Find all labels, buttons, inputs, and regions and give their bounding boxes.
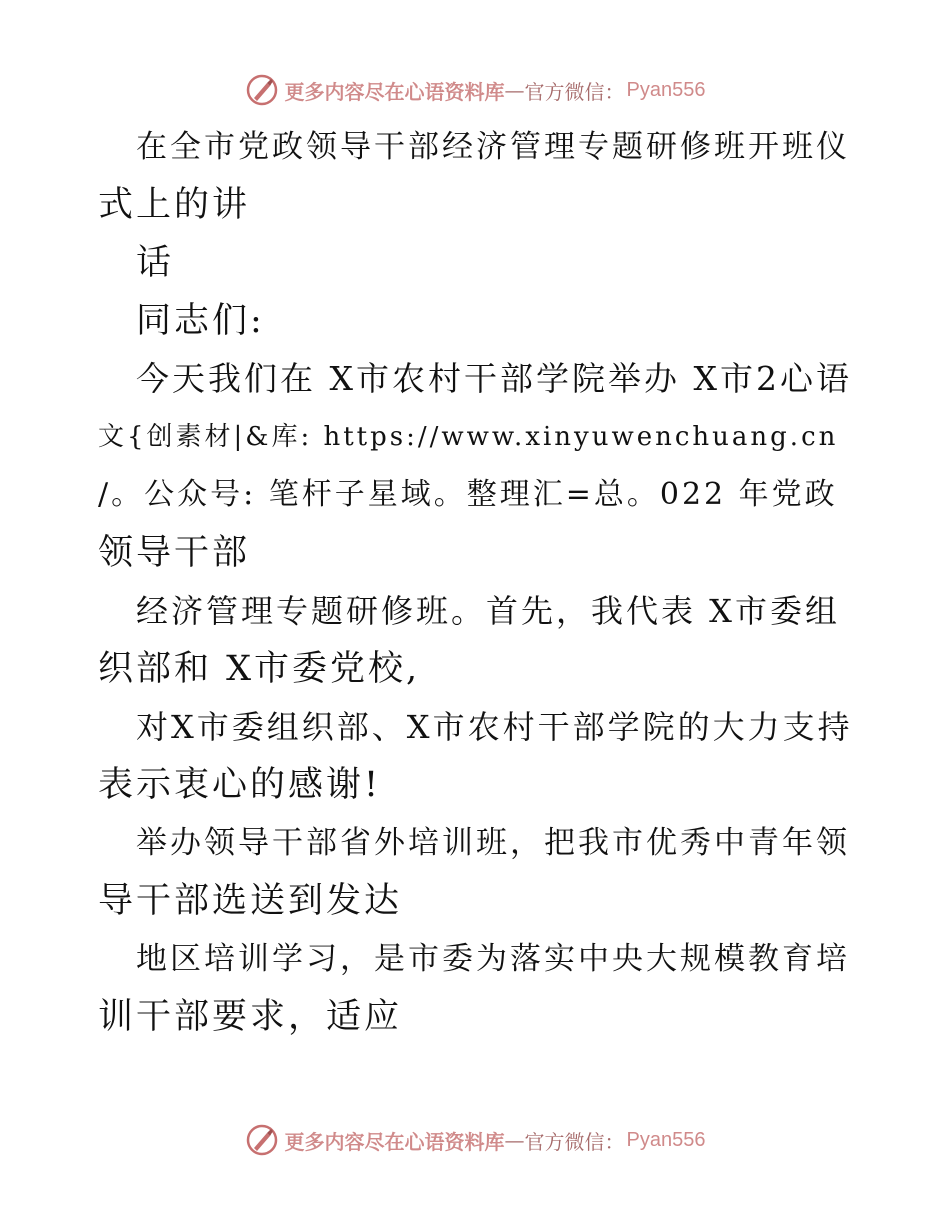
text-line: /。公众号: 笔杆子星域。整理汇=总。022 年党政 [98,477,838,512]
banner-main-text: 更多内容尽在心语资料库 [284,1129,505,1154]
text-line: 领导干部 [98,533,251,573]
text-line: 话 [136,243,175,283]
text-line: 同志们: [136,301,265,341]
text-line: 对X市委组织部、X市农村干部学院的大力支持 [136,708,853,746]
text-line: 经济管理专题研修班。首先，我代表 X市委组 [136,592,840,630]
header-watermark-banner [0,70,950,110]
text-line: 地区培训学习，是市委为落实中央大规模教育培 [136,941,850,977]
text-line: 文{创素材|&库: https://www.xinyuwenchuang.cn [98,422,839,452]
text-line: 表示衷心的感谢! [98,765,382,805]
banner-wechat-id: Pyan556 [626,1128,706,1151]
banner-main-text: 更多内容尽在心语资料库 [284,79,505,104]
banner-dash: — [504,1128,525,1152]
text-line: 导干部选送到发达 [98,881,403,921]
text-line: 织部和 X市委党校, [98,649,421,689]
document-body [98,118,858,1046]
pen-logo-icon [245,73,279,107]
text-line: 式上的讲 [98,185,251,225]
banner-wechat-label: 官方微信： [524,1129,625,1154]
pen-logo-icon [245,1123,279,1157]
banner-wechat-label: 官方微信： [524,79,625,104]
text-line: 举办领导干部省外培训班，把我市优秀中青年领 [136,825,850,861]
text-line: 在全市党政领导干部经济管理专题研修班开班仪 [136,129,850,165]
banner-dash: — [504,78,525,102]
text-line: 训干部要求，适应 [98,997,403,1037]
text-line: 今天我们在 X市农村干部学院举办 X市2心语 [136,359,852,398]
banner-wechat-id: Pyan556 [626,78,706,101]
footer-watermark-banner [0,1120,950,1160]
